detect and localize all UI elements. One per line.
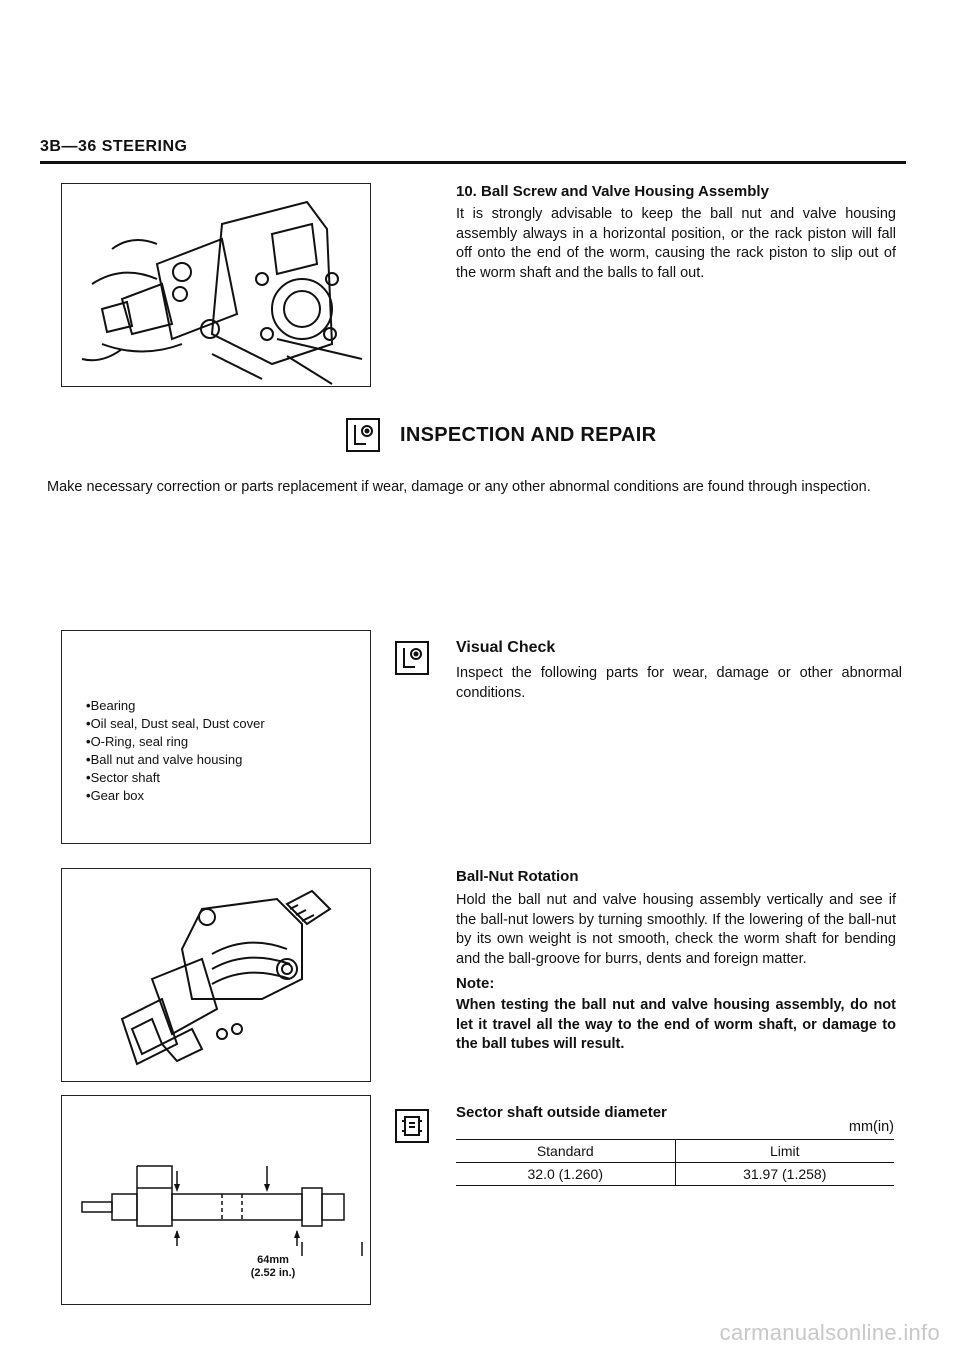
- sector-shaft-figure: [61, 1095, 371, 1305]
- list-item: • O-Ring, seal ring: [86, 733, 265, 751]
- spec-header-limit: Limit: [675, 1140, 894, 1163]
- visual-check-title: Visual Check: [456, 639, 556, 656]
- ball-screw-figure: [61, 183, 371, 387]
- list-item: • Bearing: [86, 697, 265, 715]
- spec-table: [456, 1139, 894, 1186]
- parts-list-box: [61, 630, 371, 844]
- ball-nut-title: Ball-Nut Rotation: [456, 868, 579, 885]
- ball-screw-illustration: [62, 184, 370, 386]
- ball-nut-text: Hold the ball nut and valve housing assembly vertically and see if the ball-nut lowers by turning smoothly. If the lowering of the ball-nut by its own weight is not smooth, check the worm shaft for bending and the ball-groove for burrs, dents and foreign matter.: [456, 892, 896, 967]
- spec-header-standard: Standard: [456, 1140, 675, 1163]
- visual-check-text: Inspect the following parts for wear, damage or other abnormal conditions.: [456, 665, 902, 701]
- shaft-dimension-mm: 64mm: [257, 1254, 289, 1266]
- page-header: 3B—36 STEERING: [40, 138, 188, 155]
- header-rule: [40, 161, 906, 164]
- footer-watermark: carmanualsonline.info: [719, 1320, 940, 1345]
- inspection-heading: INSPECTION AND REPAIR: [400, 424, 657, 446]
- ball-nut-note-label: Note:: [456, 975, 495, 992]
- ball-nut-illustration: [62, 869, 370, 1081]
- inspection-intro: Make necessary correction or parts replacement if wear, damage or any other abnormal conditions are found through inspection.: [47, 479, 871, 495]
- list-item: • Gear box: [86, 787, 265, 805]
- ball-nut-figure: [61, 868, 371, 1082]
- sector-shaft-unit: mm(in): [848, 1119, 894, 1135]
- spec-value-limit: 31.97 (1.258): [743, 1166, 827, 1182]
- ball-nut-note-text: When testing the ball nut and valve housing assembly, do not let it travel all the way to the end of worm shaft, or damage to the ball tubes will result.: [456, 997, 896, 1052]
- list-item: • Sector shaft: [86, 769, 265, 787]
- list-item: • Ball nut and valve housing: [86, 751, 265, 769]
- measure-icon: [395, 1109, 429, 1143]
- sector-shaft-title: Sector shaft outside diameter: [456, 1104, 667, 1121]
- shaft-dimension-in: (2.52 in.): [250, 1267, 296, 1279]
- inspection-icon: [346, 418, 380, 452]
- visual-check-icon: [395, 641, 429, 675]
- list-item: • Oil seal, Dust seal, Dust cover: [86, 715, 265, 733]
- spec-value-standard: 32.0 (1.260): [456, 1163, 675, 1186]
- ball-screw-title: 10. Ball Screw and Valve Housing Assembly: [456, 183, 769, 200]
- ball-screw-text: It is strongly advisable to keep the ball nut and valve housing assembly always in a horizontal position, or the rack piston will fall off onto the end of the worm, causing the rack piston to slip out of the worm shaft and the balls to fall out.: [456, 206, 896, 281]
- sector-shaft-drawing: [62, 1096, 370, 1304]
